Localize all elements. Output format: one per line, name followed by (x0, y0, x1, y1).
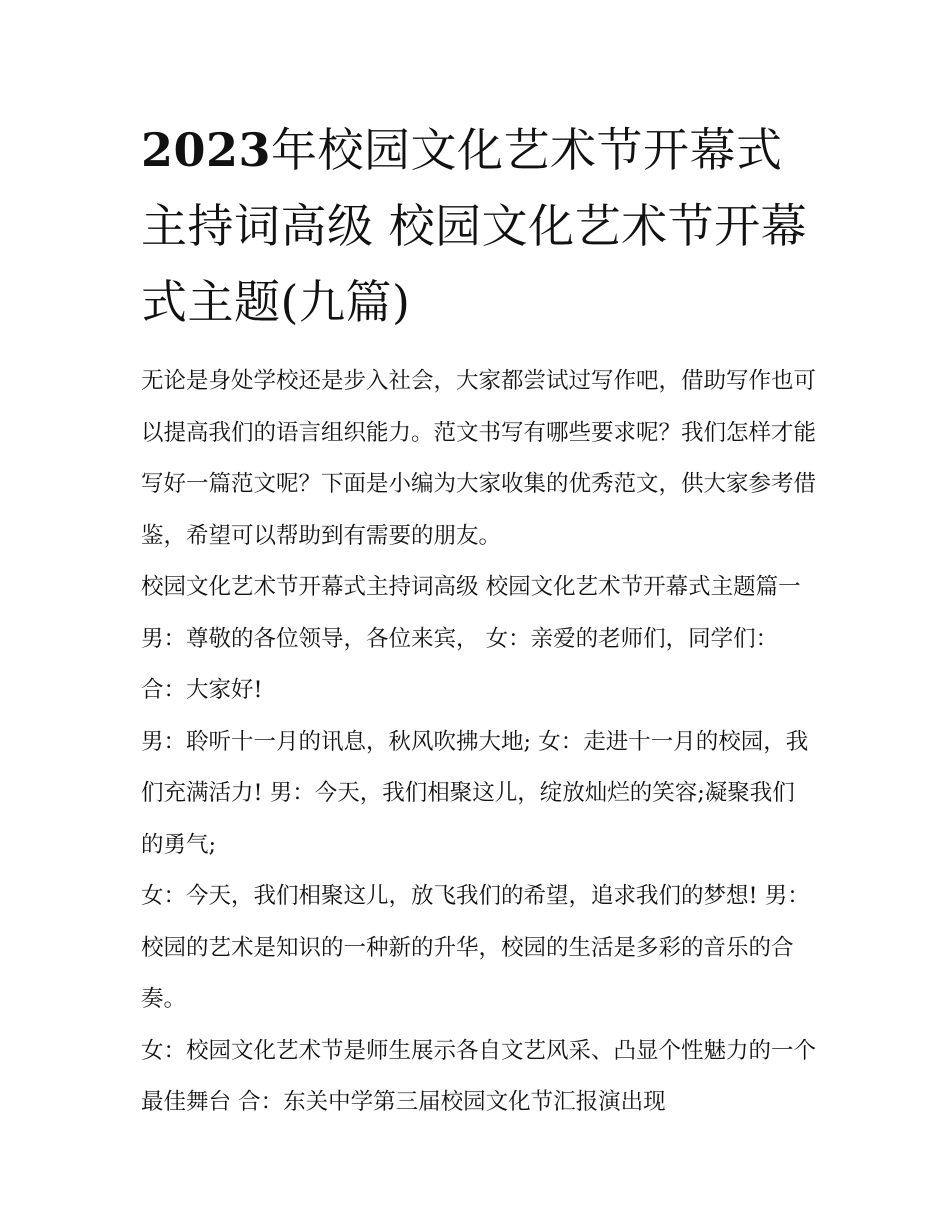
intro-paragraph: 无论是身处学校还是步入社会，大家都尝试过写作吧，借助写作也可以提高我们的语言组织能力。范文书写有哪些要求呢？我们怎样才能写好一篇范文呢？下面是小编为大家收集的优秀范文，供大家参考借鉴，希望可以帮助到有需要的朋友。 (141, 368, 817, 549)
dialogue-paragraph: 女：今天，我们相聚这儿，放飞我们的希望，追求我们的梦想! 男：校园的艺术是知识的一种新的升华，校园的生活是多彩的音乐的合奏。 (141, 883, 810, 1012)
title-text: 年校园文化艺术节开幕式主持词高级 校园文化艺术节开幕式主题(九篇) (141, 123, 808, 329)
document-page (141, 112, 816, 1129)
dialogue-paragraph: 男：聆听十一月的讯息，秋风吹拂大地; 女：走进十一月的校园，我们充满活力! 男：今天，我们相聚这儿，绽放灿烂的笑容;凝聚我们的勇气; (141, 728, 809, 858)
document-title (141, 112, 816, 340)
dialogue-paragraph: 女：校园文化艺术节是师生展示各自文艺风采、凸显个性魅力的一个最佳舞台 合：东关中学第三届校园文化节汇报演出现 (141, 1037, 817, 1115)
title-year: 2023 (141, 123, 272, 177)
section-one-opening: 校园文化艺术节开幕式主持词高级 校园文化艺术节开幕式主题篇一 男：尊敬的各位领导，各位来宾， 女：亲爱的老师们，同学们：合：大家好! (141, 574, 801, 703)
document-body (141, 356, 816, 1129)
